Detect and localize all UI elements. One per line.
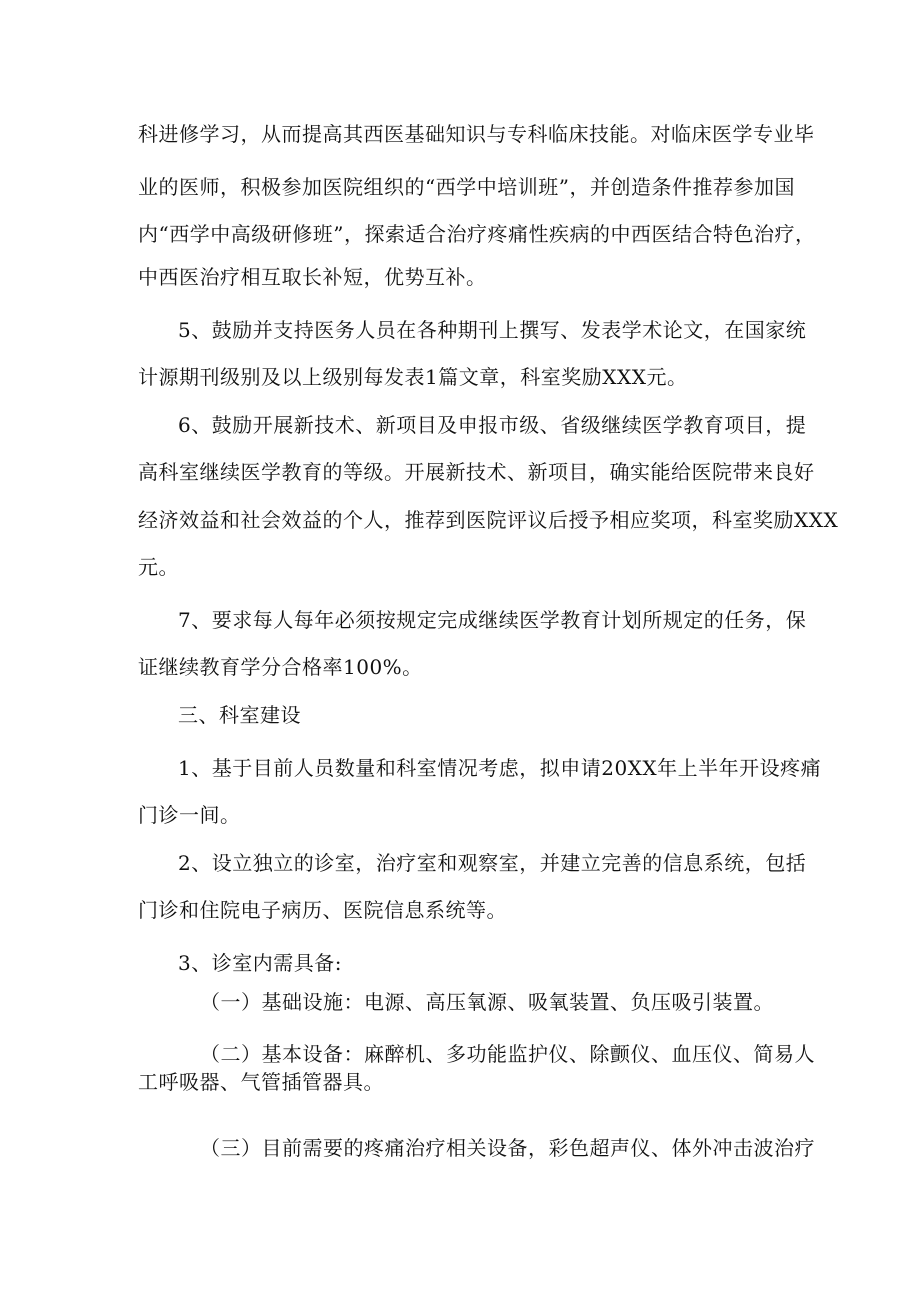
section-item-1-line: 门诊一间。 (138, 803, 241, 827)
list-item-6-line: 6、鼓励开展新技术、新项目及申报市级、省级继续医学教育项目，提 (178, 413, 807, 437)
section-item-2-line: 门诊和住院电子病历、医院信息系统等。 (138, 898, 507, 922)
list-item-6-line: 高科室继续医学教育的等级。开展新技术、新项目，确实能给医院带来良好 (138, 460, 815, 484)
list-item-7-line: 证继续教育学分合格率100%。 (138, 655, 423, 679)
section-item-3-line: 3、诊室内需具备: (178, 951, 342, 975)
sub-item-3-line: （三）目前需要的疼痛治疗相关设备，彩色超声仪、体外冲击波治疗 (200, 1136, 815, 1160)
sub-item-1-line: （一）基础设施：电源、高压氧源、吸氧装置、负压吸引装置。 (200, 990, 774, 1014)
list-item-7-line: 7、要求每人每年必须按规定完成继续医学教育计划所规定的任务，保 (178, 608, 807, 632)
paragraph-line: 科进修学习，从而提高其西医基础知识与专科临床技能。对临床医学专业毕 (138, 122, 815, 146)
paragraph-line: 中西医治疗相互取长补短，优势互补。 (138, 265, 487, 289)
list-item-6-line: 经济效益和社会效益的个人，推荐到医院评议后授予相应奖项，科室奖励XXX (138, 508, 839, 532)
list-item-5-line: 计源期刊级别及以上级别每发表1篇文章，科室奖励XXX元。 (138, 365, 688, 389)
section-item-2-line: 2、设立独立的诊室，治疗室和观察室，并建立完善的信息系统，包括 (178, 851, 807, 875)
section-heading: 三、科室建设 (178, 703, 301, 727)
sub-item-2-line: （二）基本设备：麻醉机、多功能监护仪、除颤仪、血压仪、简易人 (200, 1042, 815, 1066)
paragraph-line: 内“西学中高级研修班”，探索适合治疗疼痛性疾病的中西医结合特色治疗， (138, 222, 816, 246)
list-item-6-line: 元。 (138, 555, 179, 579)
list-item-5-line: 5、鼓励并支持医务人员在各种期刊上撰写、发表学术论文，在国家统 (178, 318, 807, 342)
section-item-1-line: 1、基于目前人员数量和科室情况考虑，拟申请20XX年上半年开设疼痛 (178, 756, 822, 780)
paragraph-line: 业的医师，积极参加医院组织的“西学中培训班”，并创造条件推荐参加国 (138, 175, 795, 199)
sub-item-2-line: 工呼吸器、气管插管器具。 (138, 1070, 384, 1094)
